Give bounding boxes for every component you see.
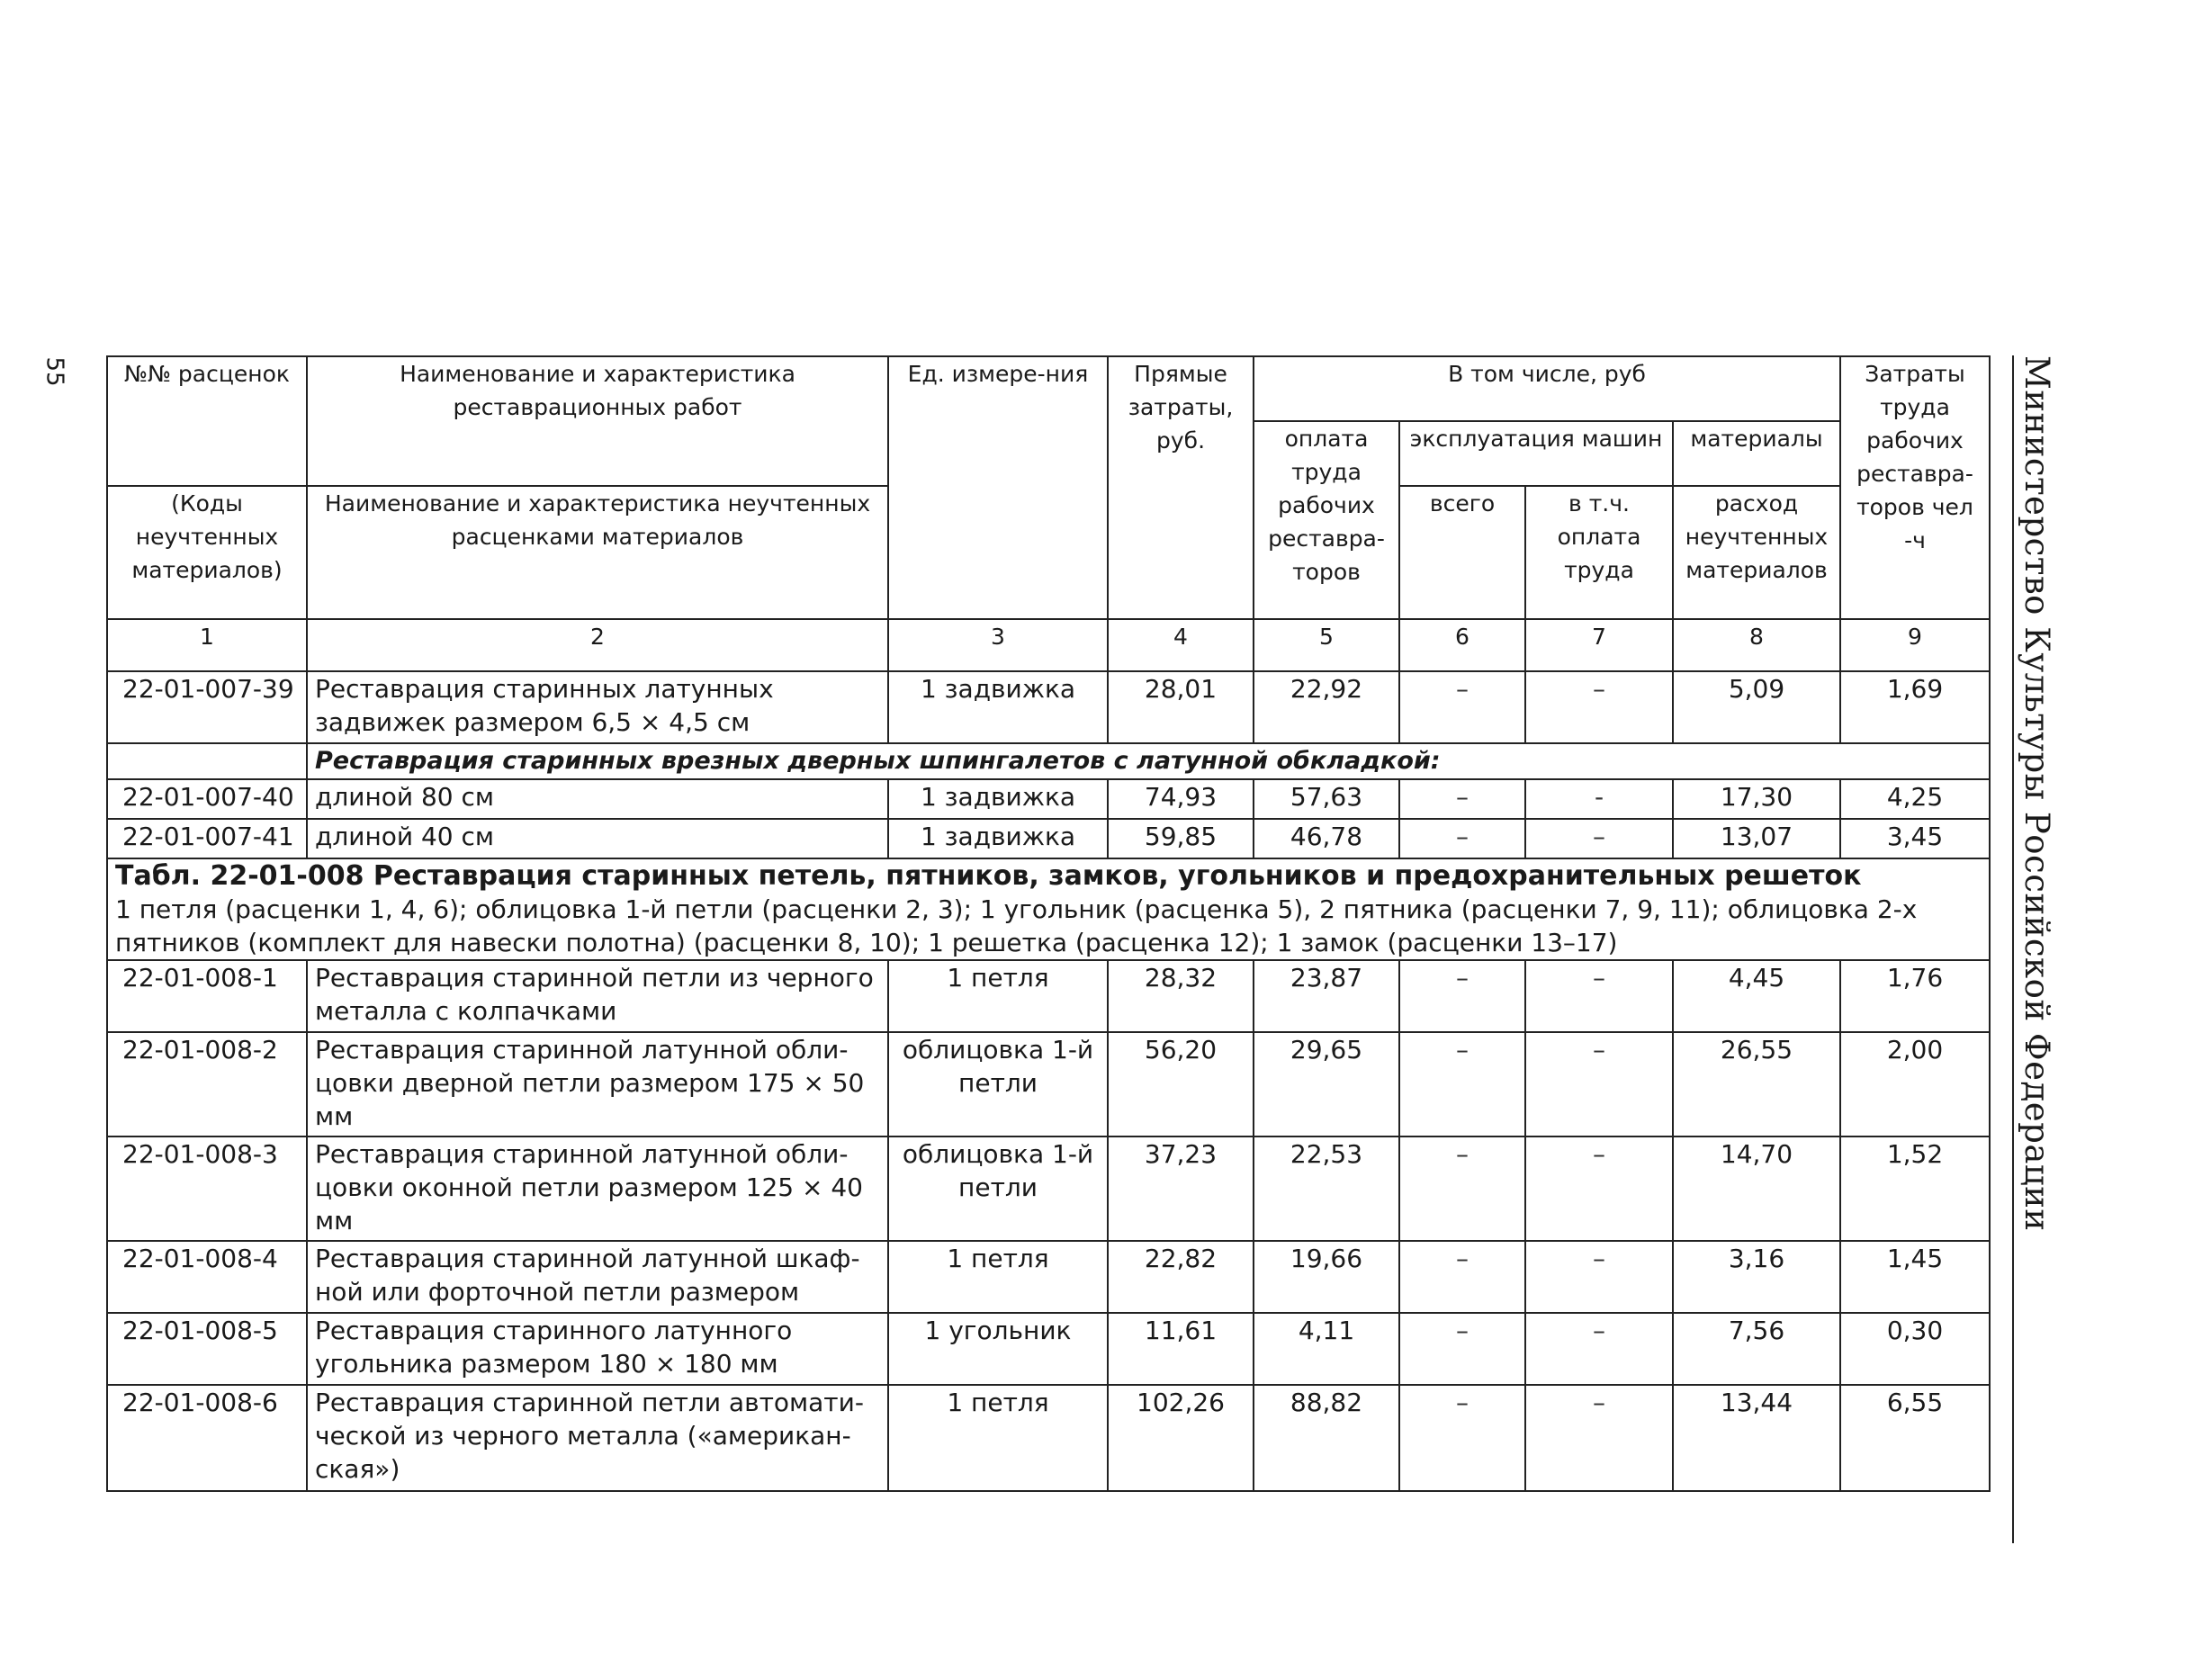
labor-pay: 22,92: [1254, 671, 1399, 743]
labor-pay: 88,82: [1254, 1385, 1399, 1491]
materials: 26,55: [1673, 1032, 1840, 1136]
table-row: [107, 779, 1990, 819]
column-number: 1: [107, 619, 307, 671]
materials: 14,70: [1673, 1136, 1840, 1241]
direct-costs: 28,32: [1108, 960, 1254, 1032]
column-number: 7: [1525, 619, 1673, 671]
labor-hours: 1,69: [1840, 671, 1990, 743]
machines-total: –: [1399, 1313, 1525, 1385]
machines-total: –: [1399, 819, 1525, 858]
work-name: Реставрация старинной латунной шкаф-ной или форточной петли размером: [307, 1241, 888, 1313]
rate-code: 22-01-008-6: [107, 1385, 307, 1491]
column-number: 6: [1399, 619, 1525, 671]
direct-costs: 74,93: [1108, 779, 1254, 819]
machines-total: –: [1399, 1136, 1525, 1241]
direct-costs: 59,85: [1108, 819, 1254, 858]
rate-code: 22-01-008-3: [107, 1136, 307, 1241]
section-row: [107, 743, 1990, 779]
column-number: 4: [1108, 619, 1254, 671]
side-title: Министерство Культуры Российской Федерации: [2018, 355, 2056, 1232]
header-machines-total: всего: [1399, 486, 1525, 619]
work-name: Реставрация старинной латунной обли-цовки дверной петли размером 175 × 50 мм: [307, 1032, 888, 1136]
table-row: [107, 1032, 1990, 1136]
labor-hours: 1,52: [1840, 1136, 1990, 1241]
direct-costs: 22,82: [1108, 1241, 1254, 1313]
work-name: Реставрация старинной петли из черного металла с колпачками: [307, 960, 888, 1032]
rate-code: 22-01-008-5: [107, 1313, 307, 1385]
table-row: [107, 819, 1990, 858]
header-direct-costs: Прямые затраты, руб.: [1108, 356, 1254, 619]
machines-labor: –: [1525, 960, 1673, 1032]
materials: 13,44: [1673, 1385, 1840, 1491]
direct-costs: 56,20: [1108, 1032, 1254, 1136]
machines-labor: –: [1525, 1313, 1673, 1385]
labor-pay: 4,11: [1254, 1313, 1399, 1385]
table-caption-row: [107, 858, 1990, 960]
table-row: [107, 671, 1990, 743]
labor-pay: 22,53: [1254, 1136, 1399, 1241]
unit: 1 петля: [888, 1241, 1108, 1313]
labor-pay: 19,66: [1254, 1241, 1399, 1313]
column-number: 5: [1254, 619, 1399, 671]
machines-total: –: [1399, 1241, 1525, 1313]
machines-total: –: [1399, 1385, 1525, 1491]
direct-costs: 102,26: [1108, 1385, 1254, 1491]
machines-total: –: [1399, 960, 1525, 1032]
machines-total: –: [1399, 779, 1525, 819]
column-number: 8: [1673, 619, 1840, 671]
rate-code: 22-01-007-41: [107, 819, 307, 858]
work-name: Реставрация старинной петли автомати-ческой из черного металла («американ-ская»): [307, 1385, 888, 1491]
labor-hours: 0,30: [1840, 1313, 1990, 1385]
section-heading: Реставрация старинных врезных дверных шпингалетов с латунной обкладкой:: [307, 743, 1990, 779]
header-work-name: Наименование и характеристика реставрационных работ: [307, 356, 888, 486]
machines-labor: –: [1525, 1136, 1673, 1241]
header-including: В том числе, руб: [1254, 356, 1840, 421]
table-caption: [107, 858, 1990, 960]
materials: 17,30: [1673, 779, 1840, 819]
labor-hours: 1,76: [1840, 960, 1990, 1032]
header-unit: Ед. измере-ния: [888, 356, 1108, 619]
table-row: [107, 1136, 1990, 1241]
table-caption-note: 1 петля (расценки 1, 4, 6); облицовка 1-й петли (расценки 2, 3); 1 угольник (расценка 5), 2 пятника (расценки 7, 9, 11); облицовка 2-х пятников (комплект для навески полотна) (расценки 8, 10); 1 решетка (расценка 12); 1 замок (расценки 13–17): [115, 894, 1918, 957]
labor-pay: 29,65: [1254, 1032, 1399, 1136]
machines-total: –: [1399, 1032, 1525, 1136]
header-machines-labor: в т.ч. оплата труда: [1525, 486, 1673, 619]
rate-code: 22-01-007-40: [107, 779, 307, 819]
unit: 1 угольник: [888, 1313, 1108, 1385]
rate-code: 22-01-008-4: [107, 1241, 307, 1313]
work-name: Реставрация старинного латунного угольника размером 180 × 180 мм: [307, 1313, 888, 1385]
side-rule: [2012, 355, 2014, 1543]
materials: 3,16: [1673, 1241, 1840, 1313]
page-number: 55: [40, 356, 68, 387]
labor-hours: 3,45: [1840, 819, 1990, 858]
labor-hours: 2,00: [1840, 1032, 1990, 1136]
unit: облицовка 1-й петли: [888, 1032, 1108, 1136]
table-caption-title: Табл. 22-01-008 Реставрация старинных петель, пятников, замков, угольников и предохранительных решеток: [115, 860, 1862, 892]
labor-hours: 1,45: [1840, 1241, 1990, 1313]
direct-costs: 28,01: [1108, 671, 1254, 743]
header-materials: материалы: [1673, 421, 1840, 486]
materials: 5,09: [1673, 671, 1840, 743]
column-number: 2: [307, 619, 888, 671]
labor-pay: 23,87: [1254, 960, 1399, 1032]
unit: 1 петля: [888, 1385, 1108, 1491]
header-machines: эксплуатация машин: [1399, 421, 1673, 486]
table-row: [107, 1385, 1990, 1491]
unit: 1 задвижка: [888, 819, 1108, 858]
table-row: [107, 1313, 1990, 1385]
labor-hours: 4,25: [1840, 779, 1990, 819]
work-name: длиной 80 см: [307, 779, 888, 819]
direct-costs: 37,23: [1108, 1136, 1254, 1241]
header-unaccounted-materials: расход неучтенных материалов: [1673, 486, 1840, 619]
direct-costs: 11,61: [1108, 1313, 1254, 1385]
machines-labor: –: [1525, 1385, 1673, 1491]
table-row: [107, 1241, 1990, 1313]
machines-total: –: [1399, 671, 1525, 743]
table-row: [107, 960, 1990, 1032]
rate-code: 22-01-007-39: [107, 671, 307, 743]
column-number: 9: [1840, 619, 1990, 671]
machines-labor: –: [1525, 1241, 1673, 1313]
unit: 1 петля: [888, 960, 1108, 1032]
rates-table: [106, 355, 1991, 1492]
unit: облицовка 1-й петли: [888, 1136, 1108, 1241]
labor-hours: 6,55: [1840, 1385, 1990, 1491]
column-numbers-row: [107, 619, 1990, 671]
labor-pay: 46,78: [1254, 819, 1399, 858]
materials: 4,45: [1673, 960, 1840, 1032]
header-codes: №№ расценок: [107, 356, 307, 486]
materials: 13,07: [1673, 819, 1840, 858]
column-number: 3: [888, 619, 1108, 671]
work-name: длиной 40 см: [307, 819, 888, 858]
header-labor-pay: оплата труда рабочих реставра-торов: [1254, 421, 1399, 619]
unit: 1 задвижка: [888, 671, 1108, 743]
materials: 7,56: [1673, 1313, 1840, 1385]
rate-code: 22-01-008-1: [107, 960, 307, 1032]
unit: 1 задвижка: [888, 779, 1108, 819]
labor-pay: 57,63: [1254, 779, 1399, 819]
header-material-name: Наименование и характеристика неучтенных расценками материалов: [307, 486, 888, 619]
work-name: Реставрация старинных латунных задвижек размером 6,5 × 4,5 см: [307, 671, 888, 743]
header-labor-hours: Затраты труда рабочих реставра-торов чел -ч: [1840, 356, 1990, 619]
empty-cell: [107, 743, 307, 779]
machines-labor: -: [1525, 779, 1673, 819]
work-name: Реставрация старинной латунной обли-цовки оконной петли размером 125 × 40 мм: [307, 1136, 888, 1241]
machines-labor: –: [1525, 819, 1673, 858]
header-material-codes: (Коды неучтенных материалов): [107, 486, 307, 619]
rate-code: 22-01-008-2: [107, 1032, 307, 1136]
machines-labor: –: [1525, 671, 1673, 743]
machines-labor: –: [1525, 1032, 1673, 1136]
